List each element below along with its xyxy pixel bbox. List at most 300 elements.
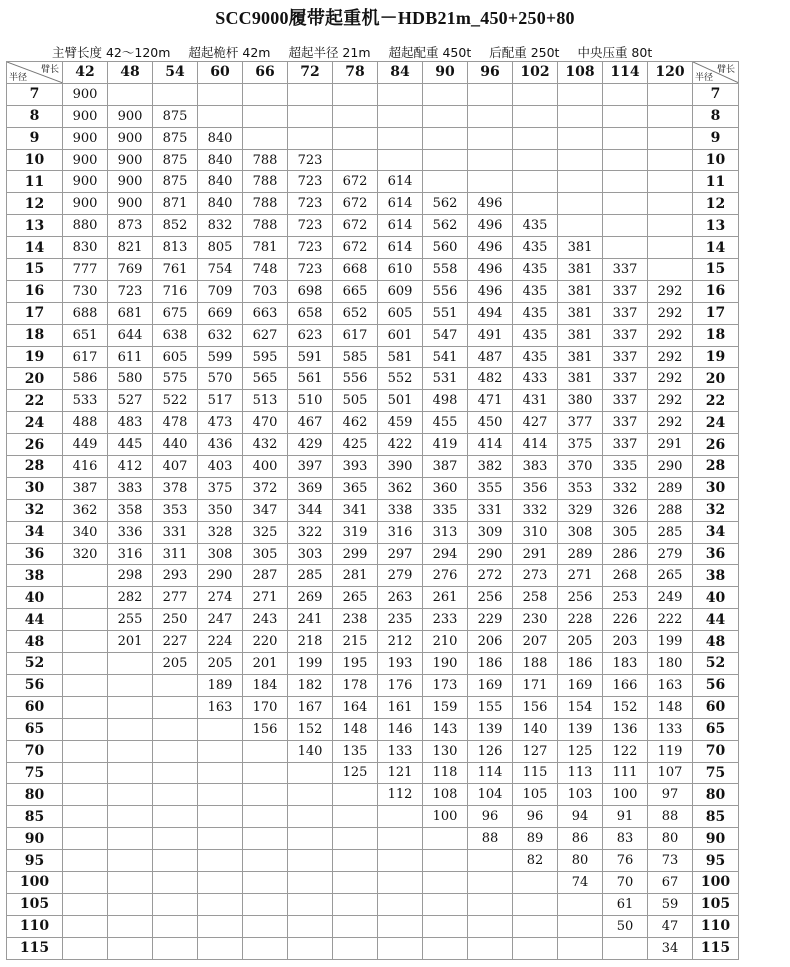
capacity-cell xyxy=(198,740,243,762)
capacity-cell xyxy=(198,762,243,784)
capacity-cell: 293 xyxy=(153,565,198,587)
capacity-cell: 900 xyxy=(63,193,108,215)
capacity-cell xyxy=(108,828,153,850)
capacity-cell xyxy=(333,149,378,171)
capacity-cell: 297 xyxy=(378,543,423,565)
capacity-cell: 681 xyxy=(108,302,153,324)
capacity-cell: 599 xyxy=(198,346,243,368)
capacity-cell: 435 xyxy=(513,237,558,259)
table-row xyxy=(7,499,739,521)
capacity-cell xyxy=(153,828,198,850)
capacity-cell: 228 xyxy=(558,609,603,631)
table-row xyxy=(7,237,739,259)
capacity-cell: 556 xyxy=(333,368,378,390)
radius-cell: 10 xyxy=(693,149,739,171)
capacity-cell: 311 xyxy=(153,543,198,565)
capacity-cell: 316 xyxy=(378,521,423,543)
capacity-cell xyxy=(63,609,108,631)
capacity-cell: 425 xyxy=(333,434,378,456)
capacity-cell: 400 xyxy=(243,456,288,478)
capacity-cell: 668 xyxy=(333,259,378,281)
radius-cell: 22 xyxy=(693,390,739,412)
radius-cell: 16 xyxy=(693,280,739,302)
capacity-cell xyxy=(243,893,288,915)
capacity-cell: 89 xyxy=(513,828,558,850)
capacity-cell: 303 xyxy=(288,543,333,565)
radius-cell: 17 xyxy=(7,302,63,324)
table-row xyxy=(7,83,739,105)
capacity-cell xyxy=(63,828,108,850)
radius-cell: 60 xyxy=(7,696,63,718)
capacity-cell: 703 xyxy=(243,280,288,302)
capacity-cell: 381 xyxy=(558,280,603,302)
capacity-cell: 277 xyxy=(153,587,198,609)
capacity-cell: 754 xyxy=(198,259,243,281)
capacity-cell xyxy=(468,937,513,959)
capacity-cell: 381 xyxy=(558,346,603,368)
capacity-cell: 210 xyxy=(423,631,468,653)
capacity-cell: 377 xyxy=(558,412,603,434)
capacity-cell: 282 xyxy=(108,587,153,609)
capacity-cell: 436 xyxy=(198,434,243,456)
capacity-cell: 358 xyxy=(108,499,153,521)
capacity-cell: 156 xyxy=(243,718,288,740)
capacity-cell xyxy=(648,127,693,149)
capacity-cell: 326 xyxy=(603,499,648,521)
capacity-cell: 875 xyxy=(153,171,198,193)
capacity-cell xyxy=(108,893,153,915)
capacity-cell: 271 xyxy=(558,565,603,587)
radius-cell: 9 xyxy=(693,127,739,149)
capacity-cell xyxy=(243,740,288,762)
spec-mast: 超起桅杆 42m xyxy=(188,45,271,60)
capacity-cell: 788 xyxy=(243,171,288,193)
capacity-cell: 176 xyxy=(378,674,423,696)
capacity-cell: 840 xyxy=(198,171,243,193)
capacity-cell: 265 xyxy=(648,565,693,587)
boom-length-header: 120 xyxy=(648,62,693,84)
spec-central-ballast: 中央压重 80t xyxy=(577,45,653,60)
capacity-cell: 189 xyxy=(198,674,243,696)
radius-cell: 75 xyxy=(693,762,739,784)
capacity-cell: 435 xyxy=(513,346,558,368)
capacity-cell: 381 xyxy=(558,259,603,281)
capacity-cell: 227 xyxy=(153,631,198,653)
capacity-cell: 709 xyxy=(198,280,243,302)
table-row xyxy=(7,215,739,237)
radius-cell: 18 xyxy=(693,324,739,346)
boom-length-header: 114 xyxy=(603,62,648,84)
capacity-cell xyxy=(198,784,243,806)
corner-cell-left xyxy=(7,62,63,84)
capacity-cell: 482 xyxy=(468,368,513,390)
capacity-cell: 496 xyxy=(468,280,513,302)
corner-radius-label: 半径 xyxy=(695,72,714,83)
capacity-cell: 146 xyxy=(378,718,423,740)
capacity-cell xyxy=(333,893,378,915)
capacity-cell xyxy=(648,215,693,237)
capacity-cell: 125 xyxy=(558,740,603,762)
capacity-cell: 139 xyxy=(558,718,603,740)
capacity-cell: 105 xyxy=(513,784,558,806)
capacity-cell xyxy=(288,828,333,850)
radius-cell: 19 xyxy=(693,346,739,368)
capacity-cell xyxy=(648,237,693,259)
radius-cell: 70 xyxy=(693,740,739,762)
table-row xyxy=(7,412,739,434)
capacity-cell xyxy=(63,653,108,675)
capacity-cell xyxy=(198,806,243,828)
capacity-cell: 289 xyxy=(648,477,693,499)
capacity-cell: 220 xyxy=(243,631,288,653)
boom-length-header: 42 xyxy=(63,62,108,84)
capacity-cell xyxy=(108,937,153,959)
capacity-cell: 118 xyxy=(423,762,468,784)
table-row xyxy=(7,171,739,193)
capacity-cell xyxy=(63,565,108,587)
capacity-cell: 561 xyxy=(288,368,333,390)
capacity-cell xyxy=(63,762,108,784)
capacity-cell xyxy=(108,850,153,872)
capacity-cell: 332 xyxy=(603,477,648,499)
radius-cell: 85 xyxy=(693,806,739,828)
radius-cell: 115 xyxy=(693,937,739,959)
radius-cell: 36 xyxy=(7,543,63,565)
capacity-cell xyxy=(603,171,648,193)
capacity-cell: 551 xyxy=(423,302,468,324)
capacity-cell: 585 xyxy=(333,346,378,368)
capacity-cell xyxy=(378,871,423,893)
capacity-cell: 207 xyxy=(513,631,558,653)
radius-cell: 15 xyxy=(693,259,739,281)
table-row xyxy=(7,543,739,565)
capacity-cell xyxy=(153,871,198,893)
capacity-cell: 416 xyxy=(63,456,108,478)
capacity-cell: 169 xyxy=(558,674,603,696)
capacity-cell: 320 xyxy=(63,543,108,565)
capacity-cell: 126 xyxy=(468,740,513,762)
radius-cell: 7 xyxy=(7,83,63,105)
capacity-cell: 723 xyxy=(288,171,333,193)
capacity-cell: 381 xyxy=(558,324,603,346)
table-row xyxy=(7,674,739,696)
radius-cell: 16 xyxy=(7,280,63,302)
capacity-cell xyxy=(513,105,558,127)
capacity-cell: 226 xyxy=(603,609,648,631)
capacity-cell xyxy=(378,83,423,105)
capacity-cell: 188 xyxy=(513,653,558,675)
capacity-cell: 382 xyxy=(468,456,513,478)
capacity-cell: 212 xyxy=(378,631,423,653)
capacity-cell: 243 xyxy=(243,609,288,631)
capacity-cell: 390 xyxy=(378,456,423,478)
spec-line xyxy=(52,43,666,61)
radius-cell: 17 xyxy=(693,302,739,324)
capacity-cell xyxy=(198,718,243,740)
capacity-cell xyxy=(243,105,288,127)
capacity-cell xyxy=(288,871,333,893)
boom-length-header: 54 xyxy=(153,62,198,84)
capacity-cell: 70 xyxy=(603,871,648,893)
capacity-cell: 723 xyxy=(288,237,333,259)
capacity-cell xyxy=(333,127,378,149)
capacity-cell xyxy=(288,127,333,149)
capacity-cell: 265 xyxy=(333,587,378,609)
capacity-cell: 292 xyxy=(648,412,693,434)
capacity-cell: 289 xyxy=(558,543,603,565)
capacity-cell xyxy=(288,850,333,872)
capacity-cell: 298 xyxy=(108,565,153,587)
capacity-cell xyxy=(108,653,153,675)
capacity-cell: 880 xyxy=(63,215,108,237)
capacity-cell: 378 xyxy=(153,477,198,499)
radius-cell: 48 xyxy=(693,631,739,653)
capacity-cell: 580 xyxy=(108,368,153,390)
capacity-cell: 338 xyxy=(378,499,423,521)
capacity-cell: 347 xyxy=(243,499,288,521)
capacity-cell xyxy=(468,149,513,171)
table-row xyxy=(7,390,739,412)
capacity-cell: 595 xyxy=(243,346,288,368)
capacity-cell: 276 xyxy=(423,565,468,587)
capacity-cell: 353 xyxy=(558,477,603,499)
capacity-cell: 173 xyxy=(423,674,468,696)
capacity-cell: 61 xyxy=(603,893,648,915)
capacity-cell: 788 xyxy=(243,215,288,237)
capacity-cell: 108 xyxy=(423,784,468,806)
capacity-cell xyxy=(288,83,333,105)
capacity-cell: 159 xyxy=(423,696,468,718)
table-body xyxy=(7,83,739,959)
table-row xyxy=(7,456,739,478)
capacity-cell xyxy=(558,149,603,171)
capacity-cell: 337 xyxy=(603,390,648,412)
capacity-cell: 627 xyxy=(243,324,288,346)
capacity-cell: 253 xyxy=(603,587,648,609)
capacity-cell: 161 xyxy=(378,696,423,718)
capacity-cell xyxy=(153,762,198,784)
capacity-cell: 205 xyxy=(558,631,603,653)
radius-cell: 90 xyxy=(693,828,739,850)
table-row xyxy=(7,346,739,368)
capacity-cell: 122 xyxy=(603,740,648,762)
capacity-cell: 111 xyxy=(603,762,648,784)
capacity-cell xyxy=(648,105,693,127)
capacity-cell: 414 xyxy=(513,434,558,456)
capacity-cell xyxy=(513,149,558,171)
radius-cell: 18 xyxy=(7,324,63,346)
capacity-cell: 478 xyxy=(153,412,198,434)
table-row xyxy=(7,828,739,850)
capacity-cell: 139 xyxy=(468,718,513,740)
capacity-cell xyxy=(468,850,513,872)
capacity-cell: 875 xyxy=(153,127,198,149)
capacity-cell: 229 xyxy=(468,609,513,631)
capacity-cell xyxy=(108,871,153,893)
capacity-cell: 723 xyxy=(288,215,333,237)
capacity-cell: 273 xyxy=(513,565,558,587)
capacity-cell: 329 xyxy=(558,499,603,521)
capacity-cell: 121 xyxy=(378,762,423,784)
capacity-cell xyxy=(63,937,108,959)
capacity-cell: 83 xyxy=(603,828,648,850)
capacity-cell: 163 xyxy=(198,696,243,718)
boom-length-header: 108 xyxy=(558,62,603,84)
capacity-cell: 496 xyxy=(468,193,513,215)
radius-cell: 44 xyxy=(693,609,739,631)
capacity-cell xyxy=(288,937,333,959)
capacity-cell xyxy=(558,915,603,937)
capacity-cell: 308 xyxy=(558,521,603,543)
capacity-cell: 380 xyxy=(558,390,603,412)
capacity-cell: 335 xyxy=(603,456,648,478)
capacity-cell: 575 xyxy=(153,368,198,390)
capacity-cell: 215 xyxy=(333,631,378,653)
capacity-cell: 332 xyxy=(513,499,558,521)
capacity-cell: 256 xyxy=(468,587,513,609)
capacity-cell: 638 xyxy=(153,324,198,346)
capacity-cell: 344 xyxy=(288,499,333,521)
capacity-cell xyxy=(198,850,243,872)
radius-cell: 8 xyxy=(693,105,739,127)
capacity-cell: 723 xyxy=(288,149,333,171)
capacity-cell: 100 xyxy=(603,784,648,806)
capacity-cell: 372 xyxy=(243,477,288,499)
capacity-cell: 652 xyxy=(333,302,378,324)
radius-cell: 26 xyxy=(693,434,739,456)
capacity-cell: 291 xyxy=(648,434,693,456)
capacity-cell xyxy=(108,784,153,806)
capacity-cell: 292 xyxy=(648,302,693,324)
table-row xyxy=(7,127,739,149)
capacity-cell xyxy=(198,83,243,105)
table-row xyxy=(7,434,739,456)
capacity-cell: 362 xyxy=(378,477,423,499)
capacity-cell: 164 xyxy=(333,696,378,718)
capacity-cell: 900 xyxy=(63,127,108,149)
capacity-cell: 340 xyxy=(63,521,108,543)
capacity-cell xyxy=(468,915,513,937)
capacity-cell: 59 xyxy=(648,893,693,915)
capacity-cell: 274 xyxy=(198,587,243,609)
capacity-cell: 331 xyxy=(468,499,513,521)
capacity-cell: 76 xyxy=(603,850,648,872)
capacity-cell: 325 xyxy=(243,521,288,543)
table-row xyxy=(7,762,739,784)
capacity-cell: 186 xyxy=(468,653,513,675)
capacity-cell: 605 xyxy=(378,302,423,324)
capacity-cell xyxy=(333,828,378,850)
capacity-cell: 156 xyxy=(513,696,558,718)
capacity-cell xyxy=(603,127,648,149)
capacity-cell: 547 xyxy=(423,324,468,346)
capacity-cell xyxy=(378,828,423,850)
capacity-cell xyxy=(423,171,468,193)
boom-length-header: 72 xyxy=(288,62,333,84)
capacity-cell: 900 xyxy=(63,83,108,105)
capacity-cell: 455 xyxy=(423,412,468,434)
radius-cell: 12 xyxy=(7,193,63,215)
capacity-cell xyxy=(423,915,468,937)
capacity-cell: 435 xyxy=(513,324,558,346)
capacity-cell: 375 xyxy=(558,434,603,456)
capacity-cell: 875 xyxy=(153,149,198,171)
capacity-cell xyxy=(243,784,288,806)
capacity-cell: 505 xyxy=(333,390,378,412)
capacity-cell: 218 xyxy=(288,631,333,653)
capacity-cell: 50 xyxy=(603,915,648,937)
capacity-cell: 74 xyxy=(558,871,603,893)
capacity-cell: 723 xyxy=(288,193,333,215)
capacity-cell: 130 xyxy=(423,740,468,762)
boom-length-header: 60 xyxy=(198,62,243,84)
boom-length-header: 90 xyxy=(423,62,468,84)
capacity-cell xyxy=(333,83,378,105)
capacity-cell xyxy=(378,127,423,149)
capacity-cell: 113 xyxy=(558,762,603,784)
capacity-cell: 387 xyxy=(423,456,468,478)
capacity-cell: 527 xyxy=(108,390,153,412)
spec-rear-counterweight: 后配重 250t xyxy=(489,45,560,60)
capacity-cell: 381 xyxy=(558,237,603,259)
table-row xyxy=(7,193,739,215)
capacity-cell: 291 xyxy=(513,543,558,565)
radius-cell: 30 xyxy=(693,477,739,499)
capacity-cell xyxy=(288,784,333,806)
capacity-cell: 494 xyxy=(468,302,513,324)
capacity-cell: 383 xyxy=(513,456,558,478)
radius-cell: 9 xyxy=(7,127,63,149)
capacity-cell xyxy=(423,83,468,105)
capacity-cell: 133 xyxy=(648,718,693,740)
capacity-cell: 337 xyxy=(603,280,648,302)
capacity-cell xyxy=(288,762,333,784)
capacity-cell: 467 xyxy=(288,412,333,434)
capacity-cell: 840 xyxy=(198,127,243,149)
capacity-cell: 669 xyxy=(198,302,243,324)
capacity-cell xyxy=(603,83,648,105)
capacity-cell: 422 xyxy=(378,434,423,456)
capacity-cell: 832 xyxy=(198,215,243,237)
capacity-cell: 830 xyxy=(63,237,108,259)
capacity-cell xyxy=(603,193,648,215)
capacity-cell: 290 xyxy=(648,456,693,478)
capacity-cell xyxy=(63,696,108,718)
radius-cell: 95 xyxy=(693,850,739,872)
capacity-cell xyxy=(108,83,153,105)
capacity-cell: 88 xyxy=(648,806,693,828)
capacity-cell: 337 xyxy=(603,434,648,456)
capacity-cell: 136 xyxy=(603,718,648,740)
capacity-cell: 235 xyxy=(378,609,423,631)
capacity-cell xyxy=(603,105,648,127)
capacity-cell xyxy=(558,215,603,237)
capacity-cell: 632 xyxy=(198,324,243,346)
capacity-cell: 788 xyxy=(243,193,288,215)
capacity-cell xyxy=(513,893,558,915)
capacity-cell: 387 xyxy=(63,477,108,499)
radius-cell: 32 xyxy=(693,499,739,521)
capacity-cell xyxy=(243,806,288,828)
capacity-cell: 393 xyxy=(333,456,378,478)
radius-cell: 44 xyxy=(7,609,63,631)
capacity-cell: 541 xyxy=(423,346,468,368)
capacity-cell xyxy=(63,871,108,893)
radius-cell: 80 xyxy=(693,784,739,806)
radius-cell: 7 xyxy=(693,83,739,105)
boom-length-header: 66 xyxy=(243,62,288,84)
capacity-cell: 285 xyxy=(288,565,333,587)
